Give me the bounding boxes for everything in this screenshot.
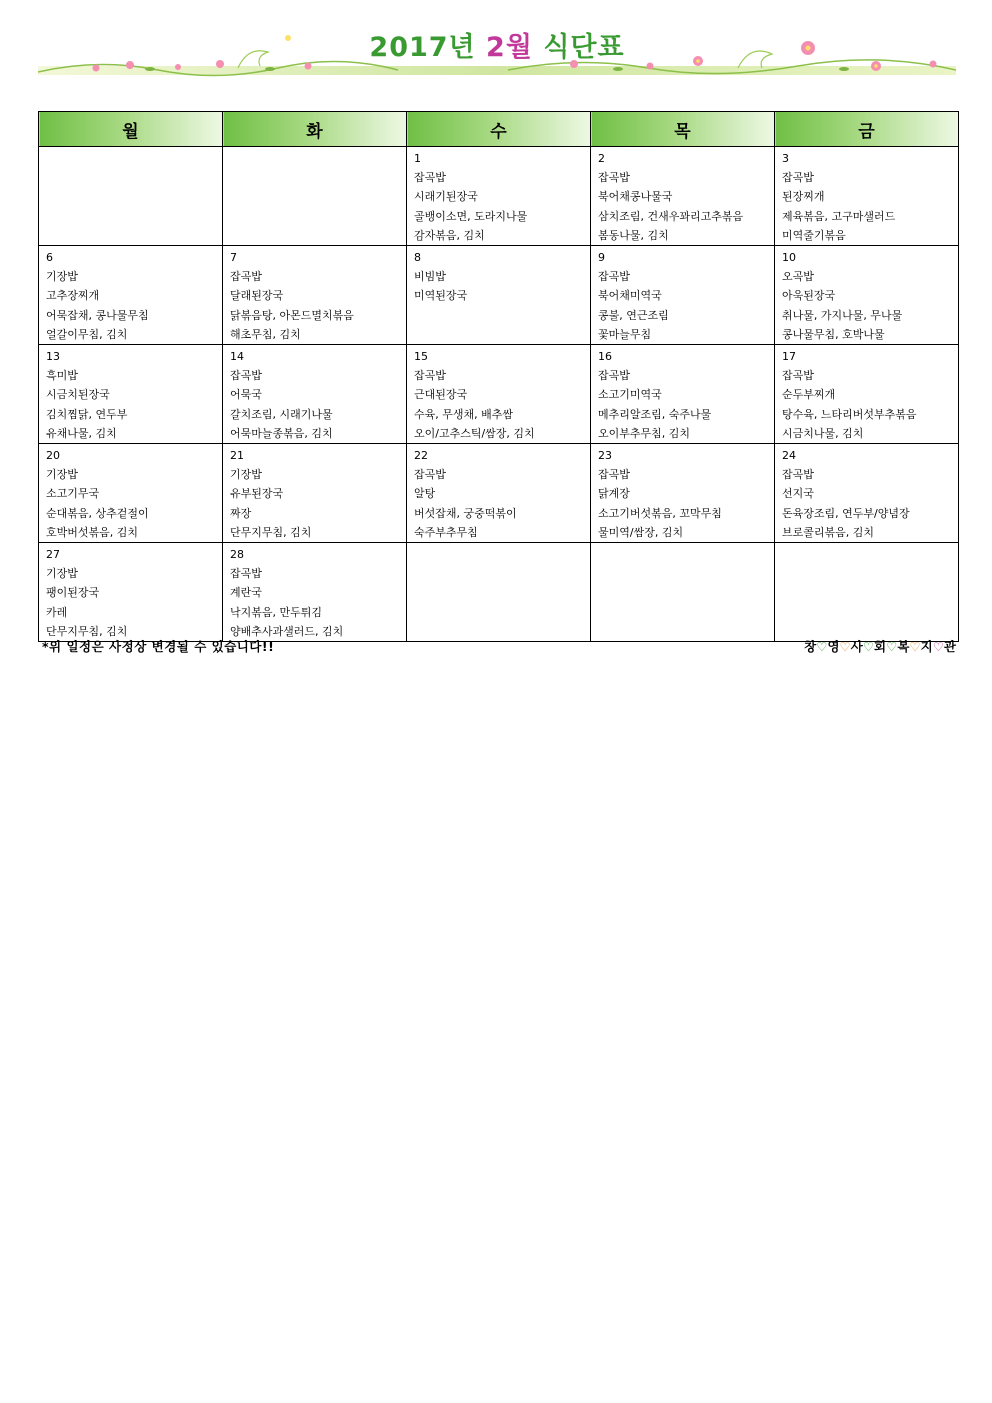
day-cell [591, 444, 775, 543]
dish-item: 오곡밥 [782, 270, 814, 284]
dish-item: 잡곡밥 [782, 171, 814, 185]
day-cell [407, 444, 591, 543]
dish-item: 기장밥 [46, 468, 78, 482]
day-number: 3 [782, 152, 789, 165]
dish-item: 어묵마늘종볶음, 김치 [230, 426, 333, 440]
dish-item: 얼갈이무침, 김치 [46, 327, 128, 341]
heart-icon: ♡ [839, 639, 851, 654]
dish-item: 어묵국 [230, 388, 262, 402]
dish-item: 근대된장국 [414, 388, 468, 402]
heart-icon: ♡ [932, 639, 944, 654]
dish-item: 선지국 [782, 487, 814, 501]
dish-item: 오이/고추스틱/쌈장, 김치 [414, 426, 535, 440]
dish-item: 기장밥 [46, 567, 78, 581]
day-cell [223, 444, 407, 543]
dish-item: 메추리알조림, 숙주나물 [598, 407, 712, 421]
dish-item: 잡곡밥 [598, 468, 630, 482]
dish-item: 비빔밥 [414, 270, 446, 284]
day-cell [407, 345, 591, 444]
dish-item: 콩나물무침, 호박나물 [782, 327, 885, 341]
meal-calendar-body [39, 147, 959, 642]
day-number: 21 [230, 449, 244, 463]
organization-name [804, 637, 956, 655]
dish-item: 잡곡밥 [230, 270, 262, 284]
dish-item: 소고기무국 [46, 487, 100, 501]
org-char: 복 [897, 639, 910, 654]
dish-item: 잡곡밥 [230, 567, 262, 581]
day-cell [223, 345, 407, 444]
dish-item: 카레 [46, 605, 68, 619]
dish-item: 고추장찌개 [46, 289, 100, 303]
dish-item: 순대볶음, 상추겉절이 [46, 506, 149, 520]
week-row [39, 543, 959, 642]
heart-icon: ♡ [909, 639, 921, 654]
dish-item: 돈육장조림, 연두부/양념장 [782, 506, 910, 520]
dish-item: 기장밥 [46, 270, 78, 284]
dish-item: 제육볶음, 고구마샐러드 [782, 209, 896, 223]
heart-icon: ♡ [816, 639, 828, 654]
dish-item: 알탕 [414, 487, 436, 501]
org-char: 사 [850, 639, 863, 654]
dish-item: 달래된장국 [230, 289, 284, 303]
dish-item: 북어채콩나물국 [598, 190, 673, 204]
day-cell [775, 147, 959, 246]
dish-item: 잡곡밥 [598, 171, 630, 185]
dish-item: 골뱅이소면, 도라지나물 [414, 209, 528, 223]
day-cell [407, 147, 591, 246]
dish-item: 북어채미역국 [598, 289, 662, 303]
dish-item: 순두부찌개 [782, 388, 836, 402]
day-cell [775, 444, 959, 543]
dish-item: 해초무침, 김치 [230, 327, 301, 341]
day-number: 1 [414, 152, 421, 165]
dish-item: 시금치된장국 [46, 388, 110, 402]
meal-calendar-table [38, 111, 959, 642]
dish-item: 버섯잡채, 궁중떡볶이 [414, 506, 517, 520]
dish-item: 수육, 무생채, 배추쌈 [414, 407, 513, 421]
dish-item: 잡곡밥 [782, 369, 814, 383]
dish-item: 봄동나물, 김치 [598, 228, 669, 242]
title-banner [38, 28, 956, 80]
dish-item: 잡곡밥 [230, 369, 262, 383]
dish-item: 시금치나물, 김치 [782, 426, 864, 440]
day-number: 9 [598, 251, 605, 265]
day-number: 15 [414, 350, 428, 364]
dish-item: 단무지무침, 김치 [230, 525, 312, 539]
day-number: 2 [598, 152, 605, 165]
dish-item: 꽃마늘무침 [598, 327, 652, 341]
dish-item: 미역줄기볶음 [782, 228, 846, 242]
title-month: 2월 [486, 32, 533, 63]
dish-item: 오이부추무침, 김치 [598, 426, 691, 440]
day-cell [591, 543, 775, 642]
dish-item: 감자볶음, 김치 [414, 228, 485, 242]
dish-item: 시래기된장국 [414, 190, 478, 204]
dish-item: 숙주부추무침 [414, 525, 478, 539]
dish-item: 탕수육, 느타리버섯부추볶음 [782, 407, 917, 421]
week-row [39, 444, 959, 543]
title-year: 2017년 [369, 32, 476, 63]
dish-item: 단무지무침, 김치 [46, 624, 128, 638]
day-cell [775, 543, 959, 642]
dish-item: 잡곡밥 [598, 369, 630, 383]
schedule-change-note: *위 일정은 사정상 변경될 수 있습니다!! [42, 639, 275, 654]
day-cell [39, 345, 223, 444]
weekday-header: 수 [407, 112, 591, 147]
day-number: 22 [414, 449, 428, 463]
day-cell [223, 543, 407, 642]
dish-item: 잡곡밥 [414, 468, 446, 482]
day-number: 8 [414, 251, 421, 265]
dish-item: 아욱된장국 [782, 289, 836, 303]
day-number: 17 [782, 350, 796, 364]
dish-item: 잡곡밥 [782, 468, 814, 482]
heart-icon: ♡ [862, 639, 875, 654]
day-cell [39, 543, 223, 642]
dish-item: 김치찜닭, 연두부 [46, 407, 128, 421]
day-cell [591, 345, 775, 444]
dish-item: 팽이된장국 [46, 586, 100, 600]
day-cell [223, 147, 407, 246]
dish-item: 브로콜리볶음, 김치 [782, 525, 875, 539]
day-number: 14 [230, 350, 244, 364]
dish-item: 소고기미역국 [598, 388, 662, 402]
dish-item: 잡곡밥 [414, 369, 446, 383]
day-cell [591, 147, 775, 246]
day-cell [223, 246, 407, 345]
day-cell [407, 246, 591, 345]
weekday-header: 목 [591, 112, 775, 147]
org-char: 지 [920, 639, 933, 654]
weekday-header: 금 [775, 112, 959, 147]
org-char: 영 [827, 639, 840, 654]
weekday-header: 월 [39, 112, 223, 147]
week-row [39, 246, 959, 345]
dish-item: 계란국 [230, 586, 262, 600]
dish-item: 어묵잡채, 콩나물무침 [46, 308, 149, 322]
day-number: 20 [46, 449, 60, 463]
dish-item: 삼치조림, 건새우꽈리고추볶음 [598, 209, 744, 223]
day-cell [39, 444, 223, 543]
day-number: 10 [782, 251, 796, 265]
day-number: 24 [782, 449, 796, 463]
day-number: 6 [46, 251, 53, 265]
day-cell [39, 147, 223, 246]
org-char: 창 [804, 639, 817, 654]
dish-item: 기장밥 [230, 468, 262, 482]
dish-item: 닭볶음탕, 아몬드멸치볶음 [230, 308, 354, 322]
heart-icon: ♡ [886, 639, 898, 654]
dish-item: 미역된장국 [414, 289, 468, 303]
dish-item: 갈치조림, 시래기나물 [230, 407, 333, 421]
dish-item: 닭계장 [598, 487, 630, 501]
day-cell [591, 246, 775, 345]
dish-item: 유채나물, 김치 [46, 426, 117, 440]
day-number: 23 [598, 449, 612, 463]
dish-item: 소고기버섯볶음, 꼬막무침 [598, 506, 722, 520]
day-cell [775, 246, 959, 345]
week-row [39, 345, 959, 444]
dish-item: 콩불, 연근조림 [598, 308, 669, 322]
day-number: 13 [46, 350, 60, 364]
page-title [38, 32, 956, 64]
dish-item: 잡곡밥 [414, 171, 446, 185]
day-number: 7 [230, 251, 237, 265]
dish-item: 취나물, 가지나물, 무나물 [782, 308, 903, 322]
org-char: 회 [874, 639, 887, 654]
week-row [39, 147, 959, 246]
weekday-header-row [39, 112, 959, 147]
dish-item: 양배추사과샐러드, 김치 [230, 624, 344, 638]
weekday-header: 화 [223, 112, 407, 147]
dish-item: 유부된장국 [230, 487, 284, 501]
org-char: 관 [943, 639, 956, 654]
dish-item: 물미역/쌈장, 김치 [598, 525, 684, 539]
title-word: 식단표 [543, 32, 625, 63]
dish-item: 잡곡밥 [598, 270, 630, 284]
dish-item: 짜장 [230, 506, 252, 520]
day-number: 16 [598, 350, 612, 364]
day-cell [775, 345, 959, 444]
dish-item: 낙지볶음, 만두튀김 [230, 605, 323, 619]
dish-item: 흑미밥 [46, 369, 78, 383]
day-number: 28 [230, 548, 244, 562]
day-number: 27 [46, 548, 60, 562]
day-cell [407, 543, 591, 642]
dish-item: 된장찌개 [782, 190, 825, 204]
dish-item: 호박버섯볶음, 김치 [46, 525, 139, 539]
day-cell [39, 246, 223, 345]
